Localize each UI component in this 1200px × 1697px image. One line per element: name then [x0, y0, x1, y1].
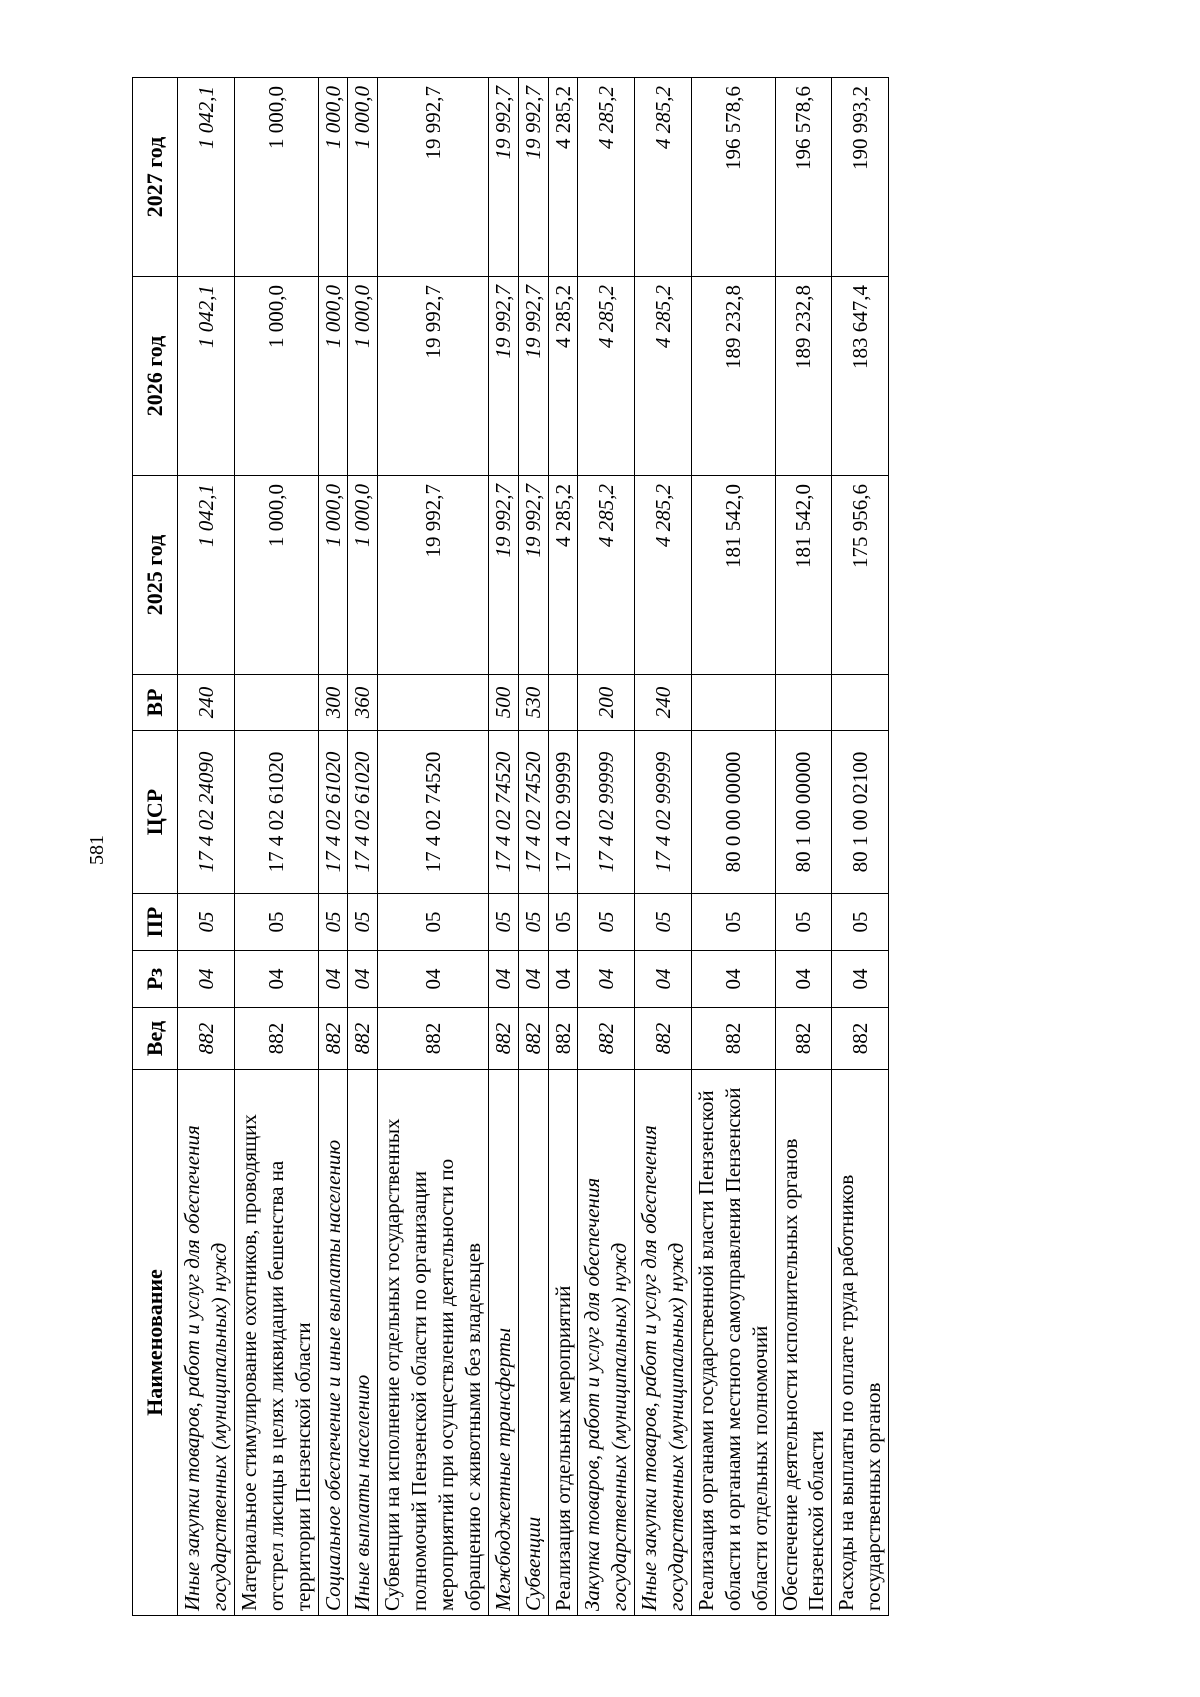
cell-2025: 175 956,6	[832, 476, 889, 675]
cell-vr: 200	[578, 675, 635, 731]
cell-2027: 1 000,0	[318, 78, 348, 277]
cell-2026: 4 285,2	[548, 277, 578, 476]
cell-ved: 882	[178, 1008, 235, 1070]
cell-name: Социальное обеспечение и иные выплаты населению	[318, 1070, 348, 1616]
cell-vr: 530	[518, 675, 548, 731]
cell-2026: 4 285,2	[635, 277, 692, 476]
cell-vr	[234, 675, 318, 731]
cell-ved: 882	[635, 1008, 692, 1070]
table-row	[378, 78, 489, 1616]
cell-2026: 189 232,8	[691, 277, 775, 476]
cell-2025: 4 285,2	[548, 476, 578, 675]
cell-vr: 500	[488, 675, 518, 731]
cell-2025: 1 000,0	[348, 476, 378, 675]
cell-name: Материальное стимулирование охотников, проводящих отстрел лисицы в целях ликвидации бешенства на территории Пензенской области	[234, 1070, 318, 1616]
cell-2027: 19 992,7	[488, 78, 518, 277]
cell-rz: 04	[318, 951, 348, 1008]
cell-pr: 05	[578, 894, 635, 951]
header-2025: 2025 год	[133, 476, 178, 675]
table-row	[318, 78, 348, 1616]
header-vr: ВР	[133, 675, 178, 731]
cell-ved: 882	[234, 1008, 318, 1070]
cell-ved: 882	[832, 1008, 889, 1070]
table-row	[578, 78, 635, 1616]
cell-pr: 05	[488, 894, 518, 951]
cell-rz: 04	[635, 951, 692, 1008]
cell-pr: 05	[348, 894, 378, 951]
cell-2027: 1 042,1	[178, 78, 235, 277]
cell-csr: 80 0 00 00000	[691, 731, 775, 894]
cell-pr: 05	[635, 894, 692, 951]
table-row	[178, 78, 235, 1616]
budget-table-container	[132, 78, 992, 1616]
table-row	[234, 78, 318, 1616]
cell-rz: 04	[578, 951, 635, 1008]
table-row	[635, 78, 692, 1616]
cell-csr: 17 4 02 74520	[518, 731, 548, 894]
cell-2025: 181 542,0	[775, 476, 832, 675]
table-row	[832, 78, 889, 1616]
cell-2025: 4 285,2	[578, 476, 635, 675]
table-row	[488, 78, 518, 1616]
cell-2027: 190 993,2	[832, 78, 889, 277]
cell-vr	[378, 675, 489, 731]
cell-rz: 04	[488, 951, 518, 1008]
cell-ved: 882	[518, 1008, 548, 1070]
header-row	[133, 78, 178, 1616]
cell-2026: 19 992,7	[378, 277, 489, 476]
table-row	[775, 78, 832, 1616]
budget-table	[132, 77, 889, 1616]
header-ved: Вед	[133, 1008, 178, 1070]
cell-vr: 360	[348, 675, 378, 731]
cell-ved: 882	[691, 1008, 775, 1070]
cell-2026: 19 992,7	[488, 277, 518, 476]
cell-name: Иные закупки товаров, работ и услуг для обеспечения государственных (муниципальных) нужд	[635, 1070, 692, 1616]
cell-pr: 05	[832, 894, 889, 951]
cell-2026: 1 000,0	[348, 277, 378, 476]
cell-pr: 05	[691, 894, 775, 951]
cell-name: Реализация отдельных мероприятий	[548, 1070, 578, 1616]
header-pr: ПР	[133, 894, 178, 951]
cell-rz: 04	[691, 951, 775, 1008]
cell-rz: 04	[832, 951, 889, 1008]
cell-2025: 181 542,0	[691, 476, 775, 675]
header-2026: 2026 год	[133, 277, 178, 476]
cell-csr: 17 4 02 74520	[488, 731, 518, 894]
table-row	[691, 78, 775, 1616]
cell-vr	[548, 675, 578, 731]
cell-pr: 05	[378, 894, 489, 951]
cell-ved: 882	[378, 1008, 489, 1070]
cell-2025: 19 992,7	[488, 476, 518, 675]
cell-name: Обеспечение деятельности исполнительных органов Пензенской области	[775, 1070, 832, 1616]
cell-ved: 882	[318, 1008, 348, 1070]
cell-vr: 300	[318, 675, 348, 731]
cell-ved: 882	[578, 1008, 635, 1070]
cell-pr: 05	[518, 894, 548, 951]
cell-2027: 1 000,0	[348, 78, 378, 277]
cell-name: Межбюджетные трансферты	[488, 1070, 518, 1616]
cell-2027: 19 992,7	[378, 78, 489, 277]
cell-name: Иные выплаты населению	[348, 1070, 378, 1616]
cell-pr: 05	[775, 894, 832, 951]
cell-csr: 80 1 00 02100	[832, 731, 889, 894]
header-csr: ЦСР	[133, 731, 178, 894]
cell-2025: 19 992,7	[518, 476, 548, 675]
cell-rz: 04	[775, 951, 832, 1008]
cell-csr: 80 1 00 00000	[775, 731, 832, 894]
cell-2025: 1 000,0	[318, 476, 348, 675]
cell-2027: 4 285,2	[578, 78, 635, 277]
cell-rz: 04	[548, 951, 578, 1008]
cell-name: Реализация органами государственной власти Пензенской области и органами местного самоуправления Пензенской области отдельных полномочий	[691, 1070, 775, 1616]
cell-ved: 882	[488, 1008, 518, 1070]
cell-name: Расходы на выплаты по оплате труда работников государственных органов	[832, 1070, 889, 1616]
table-row	[518, 78, 548, 1616]
cell-rz: 04	[234, 951, 318, 1008]
cell-vr	[832, 675, 889, 731]
page-number: 581	[86, 835, 108, 865]
cell-name: Закупка товаров, работ и услуг для обеспечения государственных (муниципальных) нужд	[578, 1070, 635, 1616]
header-rz: Рз	[133, 951, 178, 1008]
cell-pr: 05	[178, 894, 235, 951]
cell-2026: 183 647,4	[832, 277, 889, 476]
header-2027: 2027 год	[133, 78, 178, 277]
cell-2025: 19 992,7	[378, 476, 489, 675]
cell-csr: 17 4 02 61020	[348, 731, 378, 894]
cell-2025: 1 000,0	[234, 476, 318, 675]
cell-name: Иные закупки товаров, работ и услуг для обеспечения государственных (муниципальных) нужд	[178, 1070, 235, 1616]
table-row	[348, 78, 378, 1616]
cell-rz: 04	[378, 951, 489, 1008]
cell-2027: 19 992,7	[518, 78, 548, 277]
cell-2026: 1 000,0	[318, 277, 348, 476]
cell-csr: 17 4 02 99999	[635, 731, 692, 894]
cell-2025: 1 042,1	[178, 476, 235, 675]
header-name: Наименование	[133, 1070, 178, 1616]
cell-2027: 196 578,6	[775, 78, 832, 277]
cell-pr: 05	[318, 894, 348, 951]
cell-2027: 4 285,2	[635, 78, 692, 277]
cell-csr: 17 4 02 99999	[548, 731, 578, 894]
cell-rz: 04	[178, 951, 235, 1008]
cell-2025: 4 285,2	[635, 476, 692, 675]
cell-csr: 17 4 02 24090	[178, 731, 235, 894]
cell-2026: 1 042,1	[178, 277, 235, 476]
cell-name: Субвенции	[518, 1070, 548, 1616]
cell-rz: 04	[348, 951, 378, 1008]
cell-name: Субвенции на исполнение отдельных государственных полномочий Пензенской области по организации мероприятий при осуществлении деятельности по обращению с животными без владельцев	[378, 1070, 489, 1616]
cell-vr	[775, 675, 832, 731]
cell-2026: 1 000,0	[234, 277, 318, 476]
cell-pr: 05	[548, 894, 578, 951]
cell-ved: 882	[775, 1008, 832, 1070]
cell-2027: 196 578,6	[691, 78, 775, 277]
cell-ved: 882	[548, 1008, 578, 1070]
cell-2026: 189 232,8	[775, 277, 832, 476]
cell-vr: 240	[635, 675, 692, 731]
cell-csr: 17 4 02 74520	[378, 731, 489, 894]
cell-csr: 17 4 02 99999	[578, 731, 635, 894]
cell-2026: 4 285,2	[578, 277, 635, 476]
cell-2027: 4 285,2	[548, 78, 578, 277]
cell-vr: 240	[178, 675, 235, 731]
cell-2027: 1 000,0	[234, 78, 318, 277]
cell-vr	[691, 675, 775, 731]
cell-rz: 04	[518, 951, 548, 1008]
cell-csr: 17 4 02 61020	[318, 731, 348, 894]
table-row	[548, 78, 578, 1616]
cell-pr: 05	[234, 894, 318, 951]
cell-2026: 19 992,7	[518, 277, 548, 476]
cell-ved: 882	[348, 1008, 378, 1070]
cell-csr: 17 4 02 61020	[234, 731, 318, 894]
